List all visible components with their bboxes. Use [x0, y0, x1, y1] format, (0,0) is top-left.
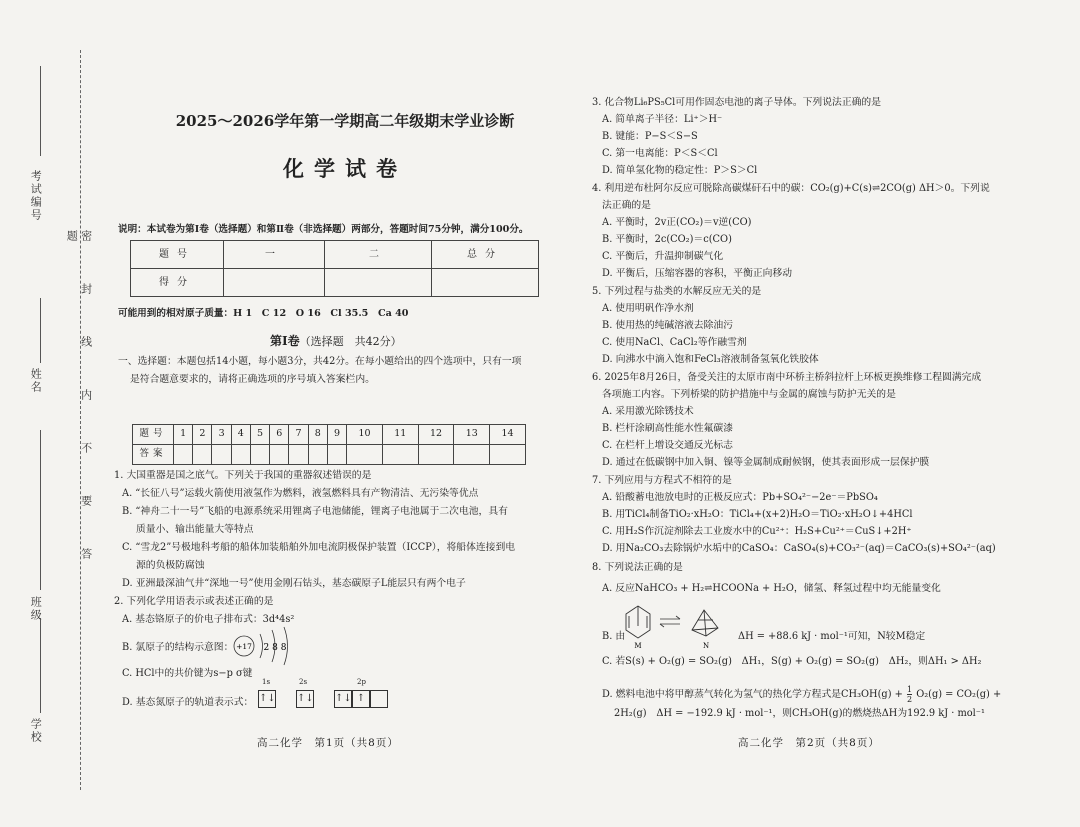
- answer-input-cell[interactable]: [250, 445, 269, 465]
- q5-option-d: D. 向沸水中滴入饱和FeCl₃溶液制备氢氧化铁胶体: [602, 354, 819, 365]
- isomer-m-label: M: [634, 642, 642, 650]
- question-6-stem: 6. 2025年8月26日，备受关注的太原市南中环桥主桥斜拉杆上环板更换维修工程圆满完成: [592, 372, 982, 383]
- q6-option-c: C. 在栏杆上增设交通反光标志: [602, 440, 733, 451]
- question-1-stem: 1. 大国重器是国之底气。下列关于我国的重器叙述错误的是: [114, 470, 372, 481]
- q7-option-a: A. 铅酸蓄电池放电时的正极反应式：Pb+SO₄²⁻−2e⁻＝PbSO₄: [602, 492, 878, 503]
- answer-number-cell: 7: [289, 425, 308, 445]
- name-line: [40, 298, 41, 363]
- orbital-label-2p: 2p: [357, 678, 366, 686]
- page1-footer: 高二化学 第1页（共8页）: [257, 737, 399, 749]
- answer-number-cell: 5: [250, 425, 269, 445]
- q6-option-b: B. 栏杆涂刷高性能水性氟碳漆: [602, 423, 733, 434]
- q6-option-d: D. 通过在低碳钢中加入铜、镍等金属制成耐候钢，使其表面形成一层保护膜: [602, 457, 930, 468]
- section1-instructions: 一、选择题：本题包括14小题，每小题3分，共42分。在每小题给出的四个选项中，只有一项: [118, 356, 522, 367]
- score-cell[interactable]: [224, 269, 325, 297]
- q4-option-d: D. 平衡后，压缩容器的容积，平衡正向移动: [602, 268, 793, 279]
- electron-shells: 2 8 8: [263, 643, 287, 653]
- q8-option-b: B. 由: [602, 631, 626, 642]
- answer-number-cell: 12: [418, 425, 454, 445]
- answer-number-cell: 11: [382, 425, 418, 445]
- answer-number-cell: 4: [231, 425, 250, 445]
- answer-row-label: 答案: [133, 445, 174, 465]
- score-cell[interactable]: [325, 269, 432, 297]
- answer-number-cell: 10: [347, 425, 383, 445]
- answer-input-cell[interactable]: [308, 445, 327, 465]
- question-8-stem: 8. 下列说法正确的是: [592, 562, 683, 573]
- orbital-label-2s: 2s: [299, 678, 308, 686]
- q1-option-d: D. 亚洲最深油气井“深地一号”使用金刚石钻头，基态碳原子L能层只有两个电子: [122, 578, 466, 589]
- subject-title: 化学试卷: [283, 157, 407, 181]
- q1-option-a: A. “长征八号”运载火箭使用液氢作为燃料，液氢燃料具有产物清洁、无污染等优点: [122, 488, 479, 499]
- q8-option-d-cont: 2H₂(g) ΔH = −192.9 kJ · mol⁻¹，则CH₃OH(g)的燃烧热ΔH为192.9 kJ · mol⁻¹: [614, 708, 985, 719]
- answer-input-cell[interactable]: [418, 445, 454, 465]
- answer-number-cell: 13: [454, 425, 490, 445]
- q4-option-c: C. 平衡后，升温抑制碳气化: [602, 251, 724, 262]
- q8-option-d-part2: O₂(g) = CO₂(g) +: [916, 689, 1002, 700]
- volume1-subtitle: （选择题 共42分）: [299, 335, 402, 348]
- name-label: 姓名: [29, 368, 43, 394]
- q1-option-c: C. “雪龙2”号极地科考船的船体加装船舶外加电流阴极保护装置（ICCP），将船体连接到电: [122, 542, 516, 553]
- orbital-box-2p: [370, 690, 388, 708]
- answer-number-cell: 6: [270, 425, 289, 445]
- orbital-box-2p: ↑: [352, 690, 370, 708]
- seal-warning: 密封线内不要答题: [65, 230, 93, 601]
- q8-option-c: C. 若S(s) + O₂(g) = SO₂(g) ΔH₁，S(g) + O₂(g) = SO₂(g) ΔH₂，则ΔH₁ > ΔH₂: [602, 656, 982, 667]
- question-6-stem-cont: 各项施工内容。下列桥梁的防护措施中与金属的腐蚀与防护无关的是: [602, 389, 896, 400]
- fraction-one-half: [907, 685, 912, 704]
- atomic-masses: 可能用到的相对原子质量：H 1 C 12 O 16 Cl 35.5 Ca 40: [118, 308, 409, 319]
- isomer-m-to-n-diagram: [618, 600, 728, 650]
- class-line: [40, 430, 41, 590]
- q3-option-d: D. 简单氢化物的稳定性：P＞S＞Cl: [602, 165, 758, 176]
- score-table: [130, 240, 539, 297]
- exam-note: 说明：本试卷为第Ⅰ卷（选择题）和第Ⅱ卷（非选择题）两部分，答题时间75分钟，满分100分。: [118, 224, 529, 235]
- isomer-n-label: N: [702, 642, 710, 650]
- page2-footer: 高二化学 第2页（共8页）: [738, 737, 880, 749]
- answer-input-cell[interactable]: [212, 445, 231, 465]
- exam-title: 2025～2026学年第一学期高二年级期末学业诊断: [175, 112, 515, 130]
- q5-option-c: C. 使用NaCl、CaCl₂等作融雪剂: [602, 337, 747, 348]
- answer-number-cell: 2: [193, 425, 212, 445]
- q1-option-c-cont: 源的负极防腐蚀: [136, 560, 205, 571]
- fraction-denominator: 2: [906, 695, 913, 704]
- q8-option-a: A. 反应NaHCO₃ + H₂⇌HCOONa + H₂O，储氢、释氢过程中均无能量变化: [602, 583, 941, 594]
- volume1-heading: [270, 334, 402, 350]
- answer-table: [132, 424, 526, 465]
- q2-option-a: A. 基态铬原子的价电子排布式：3d⁴4s²: [122, 614, 295, 625]
- answer-input-cell[interactable]: [490, 445, 526, 465]
- class-label: 班级: [29, 596, 43, 622]
- school-line: [40, 618, 41, 713]
- fraction-numerator: 1: [906, 685, 913, 694]
- question-5-stem: 5. 下列过程与盐类的水解反应无关的是: [592, 286, 762, 297]
- answer-number-cell: 3: [212, 425, 231, 445]
- q3-option-a: A. 简单离子半径：Li⁺＞H⁻: [602, 114, 723, 125]
- answer-input-cell[interactable]: [174, 445, 193, 465]
- q4-option-a: A. 平衡时，2v正(CO₂)＝v逆(CO): [602, 217, 752, 228]
- score-header-cell: 总分: [432, 241, 539, 269]
- answer-number-cell: 9: [327, 425, 346, 445]
- score-header-cell: 一: [224, 241, 325, 269]
- school-label: 学校: [29, 718, 43, 744]
- q3-option-c: C. 第一电离能：P＜S＜Cl: [602, 148, 718, 159]
- question-2-stem: 2. 下列化学用语表示或表述正确的是: [114, 596, 274, 607]
- q5-option-b: B. 使用热的纯碱溶液去除油污: [602, 320, 733, 331]
- answer-input-cell[interactable]: [231, 445, 250, 465]
- q6-option-a: A. 采用激光除锈技术: [602, 406, 694, 417]
- answer-input-cell[interactable]: [327, 445, 346, 465]
- q1-option-b-cont: 质量小、输出能量大等特点: [136, 524, 254, 535]
- question-4-stem: 4. 利用逆布杜阿尔反应可脱除高碳煤矸石中的碳：CO₂(g)+C(s)⇌2CO(g) ΔH＞0。下列说: [592, 183, 990, 194]
- orbital-box-2s: ↑↓: [296, 690, 314, 708]
- exam-number-line: [40, 66, 41, 156]
- answer-input-cell[interactable]: [454, 445, 490, 465]
- question-4-stem-cont: 法正确的是: [602, 200, 651, 211]
- q3-option-b: B. 键能：P−S＜S−S: [602, 131, 698, 142]
- q2-option-b: B. 氯原子的结构示意图：: [122, 642, 234, 653]
- answer-number-cell: 1: [174, 425, 193, 445]
- exam-number-label: 考试编号: [29, 170, 43, 222]
- answer-input-cell[interactable]: [270, 445, 289, 465]
- answer-input-cell[interactable]: [193, 445, 212, 465]
- chlorine-atom-structure-diagram: [232, 626, 302, 666]
- nucleus-charge: +17: [236, 642, 252, 651]
- answer-input-cell[interactable]: [382, 445, 418, 465]
- answer-input-cell[interactable]: [347, 445, 383, 465]
- answer-number-cell: 8: [308, 425, 327, 445]
- score-header-cell: 二: [325, 241, 432, 269]
- q7-option-b: B. 用TiCl₄制备TiO₂·xH₂O：TiCl₄+(x+2)H₂O＝TiO₂·xH₂O↓+4HCl: [602, 509, 913, 520]
- score-cell[interactable]: [432, 269, 539, 297]
- orbital-box-2p: ↑↓: [334, 690, 352, 708]
- q8-option-d: [602, 685, 1001, 704]
- answer-header-label: 题号: [133, 425, 174, 445]
- q1-option-b: B. “神舟二十一号”飞船的电源系统采用锂离子电池储能，锂离子电池属于二次电池，具有: [122, 506, 508, 517]
- orbital-box-1s: ↑↓: [258, 690, 276, 708]
- nitrogen-orbital-diagram: [258, 690, 388, 708]
- q4-option-b: B. 平衡时，2c(CO₂)＝c(CO): [602, 234, 732, 245]
- volume1-title: 第Ⅰ卷: [270, 334, 300, 348]
- q2-option-c: C. HCl中的共价键为s−p σ键: [122, 668, 253, 679]
- section1-instructions-cont: 是符合题意要求的，请将正确选项的序号填入答案栏内。: [130, 374, 375, 385]
- answer-input-cell[interactable]: [289, 445, 308, 465]
- q8-option-b-text: ΔH = +88.6 kJ · mol⁻¹可知，N较M稳定: [738, 631, 926, 642]
- orbital-label-1s: 1s: [262, 678, 271, 686]
- q7-option-c: C. 用H₂S作沉淀剂除去工业废水中的Cu²⁺：H₂S+Cu²⁺＝CuS↓+2H⁺: [602, 526, 912, 537]
- score-header-cell: 题号: [131, 241, 224, 269]
- answer-number-cell: 14: [490, 425, 526, 445]
- question-3-stem: 3. 化合物Li₆PS₅Cl可用作固态电池的离子导体。下列说法正确的是: [592, 97, 882, 108]
- q8-option-d-part1: D. 燃料电池中将甲醇蒸气转化为氢气的热化学方程式是CH₃OH(g) +: [602, 689, 903, 700]
- q5-option-a: A. 使用明矾作净水剂: [602, 303, 694, 314]
- q7-option-d: D. 用Na₂CO₃去除锅炉水垢中的CaSO₄：CaSO₄(s)+CO₃²⁻(aq)＝CaCO₃(s)+SO₄²⁻(aq): [602, 543, 996, 554]
- q2-option-d: D. 基态氮原子的轨道表示式：: [122, 697, 254, 708]
- question-7-stem: 7. 下列应用与方程式不相符的是: [592, 475, 732, 486]
- score-label-cell: 得分: [131, 269, 224, 297]
